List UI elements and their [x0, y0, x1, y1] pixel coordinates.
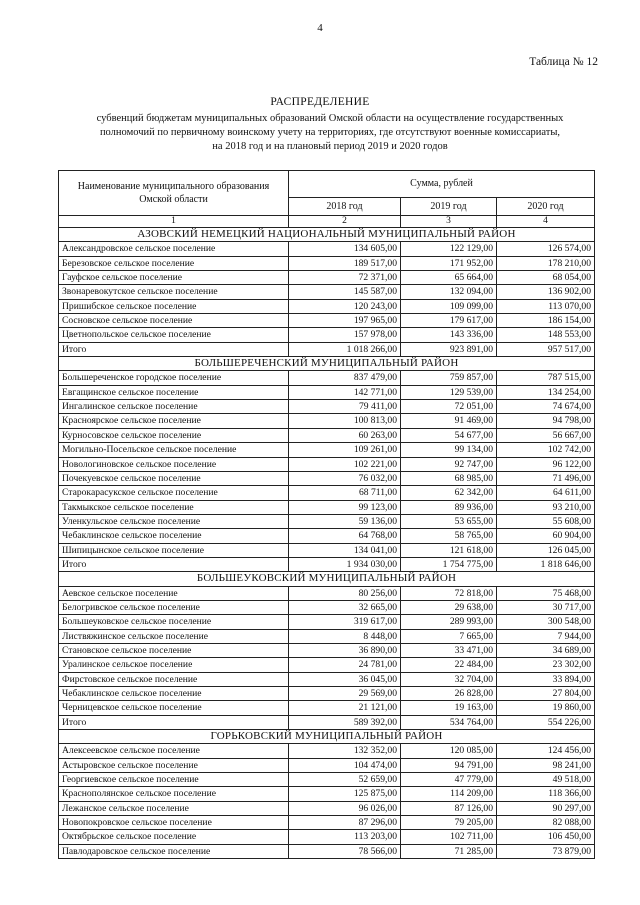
amount-cell: 29 569,00: [289, 687, 401, 701]
settlement-name: Шипицынское сельское поселение: [59, 543, 289, 557]
table-row: [59, 787, 595, 801]
amount-cell: 68 711,00: [289, 486, 401, 500]
amount-cell: 113 070,00: [497, 299, 595, 313]
amount-cell: 148 553,00: [497, 328, 595, 342]
table-row: [59, 543, 595, 557]
settlement-name: Сосновское сельское поселение: [59, 314, 289, 328]
amount-cell: 91 469,00: [401, 414, 497, 428]
settlement-name: Пришибское сельское поселение: [59, 299, 289, 313]
region-name: БОЛЬШЕУКОВСКИЙ МУНИЦИПАЛЬНЫЙ РАЙОН: [59, 572, 595, 586]
table-row: [59, 816, 595, 830]
amount-cell: 100 813,00: [289, 414, 401, 428]
amount-cell: 102 742,00: [497, 443, 595, 457]
page-number: 4: [317, 22, 323, 34]
amount-cell: 33 894,00: [497, 672, 595, 686]
table-row: [59, 242, 595, 256]
settlement-name: Черницевское сельское поселение: [59, 701, 289, 715]
amount-cell: 145 587,00: [289, 285, 401, 299]
settlement-name: Уленкульское сельское поселение: [59, 514, 289, 528]
amount-cell: 29 638,00: [401, 600, 497, 614]
amount-cell: 122 129,00: [401, 242, 497, 256]
table-row: [59, 529, 595, 543]
settlement-name: Становское сельское поселение: [59, 643, 289, 657]
settlement-name: Итого: [59, 557, 289, 571]
amount-cell: 36 045,00: [289, 672, 401, 686]
settlement-name: Красноярское сельское поселение: [59, 414, 289, 428]
amount-cell: 89 936,00: [401, 500, 497, 514]
header-year-2019: 2019 год: [401, 198, 497, 216]
amount-cell: 99 123,00: [289, 500, 401, 514]
amount-cell: 75 468,00: [497, 586, 595, 600]
header-sum: Сумма, рублей: [289, 171, 595, 198]
amount-cell: 118 366,00: [497, 787, 595, 801]
column-number: 2: [289, 216, 401, 228]
amount-cell: 65 664,00: [401, 271, 497, 285]
amount-cell: 1 018 266,00: [289, 342, 401, 356]
table-row: [59, 744, 595, 758]
amount-cell: 64 611,00: [497, 486, 595, 500]
amount-cell: 1 934 030,00: [289, 557, 401, 571]
amount-cell: 30 717,00: [497, 600, 595, 614]
settlement-name: Уралинское сельское поселение: [59, 658, 289, 672]
amount-cell: 157 978,00: [289, 328, 401, 342]
table-row: [59, 672, 595, 686]
amount-cell: 47 779,00: [401, 773, 497, 787]
amount-cell: 19 860,00: [497, 701, 595, 715]
table-row: [59, 314, 595, 328]
amount-cell: 62 342,00: [401, 486, 497, 500]
amount-cell: 72 818,00: [401, 586, 497, 600]
amount-cell: 1 754 775,00: [401, 557, 497, 571]
settlement-name: Курносовское сельское поселение: [59, 428, 289, 442]
amount-cell: 957 517,00: [497, 342, 595, 356]
column-number: 4: [497, 216, 595, 228]
settlement-name: Алексеевское сельское поселение: [59, 744, 289, 758]
table-row: [59, 830, 595, 844]
column-number: 3: [401, 216, 497, 228]
amount-cell: 134 041,00: [289, 543, 401, 557]
settlement-name: Березовское сельское поселение: [59, 256, 289, 270]
region-row: [59, 357, 595, 371]
amount-cell: 102 711,00: [401, 830, 497, 844]
region-row: [59, 730, 595, 744]
settlement-name: Большеуковское сельское поселение: [59, 615, 289, 629]
region-name: БОЛЬШЕРЕЧЕНСКИЙ МУНИЦИПАЛЬНЫЙ РАЙОН: [59, 357, 595, 371]
amount-cell: 837 479,00: [289, 371, 401, 385]
table-row: [59, 486, 595, 500]
amount-cell: 113 203,00: [289, 830, 401, 844]
amount-cell: 82 088,00: [497, 816, 595, 830]
amount-cell: 71 496,00: [497, 471, 595, 485]
settlement-name: Ингалинское сельское поселение: [59, 400, 289, 414]
settlement-name: Краснополянское сельское поселение: [59, 787, 289, 801]
amount-cell: 126 045,00: [497, 543, 595, 557]
settlement-name: Евгащинское сельское поселение: [59, 385, 289, 399]
region-row: [59, 572, 595, 586]
amount-cell: 79 205,00: [401, 816, 497, 830]
subtitle-line: на 2018 год и на плановый период 2019 и 2020 годов: [212, 141, 448, 152]
table-row: [59, 385, 595, 399]
amount-cell: 534 764,00: [401, 715, 497, 729]
amount-cell: 56 667,00: [497, 428, 595, 442]
table-row: [59, 643, 595, 657]
amount-cell: 34 689,00: [497, 643, 595, 657]
settlement-name: Новологиновское сельское поселение: [59, 457, 289, 471]
amount-cell: 134 605,00: [289, 242, 401, 256]
amount-cell: 120 243,00: [289, 299, 401, 313]
settlement-name: Новопокровское сельское поселение: [59, 816, 289, 830]
amount-cell: 589 392,00: [289, 715, 401, 729]
amount-cell: 71 285,00: [401, 844, 497, 858]
subtitle-line: полномочий по первичному воинскому учету на территориях, где отсутствуют военные комиссариаты,: [99, 127, 561, 138]
amount-cell: 143 336,00: [401, 328, 497, 342]
amount-cell: 32 665,00: [289, 600, 401, 614]
amount-cell: 60 904,00: [497, 529, 595, 543]
amount-cell: 26 828,00: [401, 687, 497, 701]
amount-cell: 7 944,00: [497, 629, 595, 643]
amount-cell: 64 768,00: [289, 529, 401, 543]
settlement-name: Такмыкское сельское поселение: [59, 500, 289, 514]
document-title: РАСПРЕДЕЛЕНИЕ: [270, 96, 370, 108]
amount-cell: 124 456,00: [497, 744, 595, 758]
amount-cell: 8 448,00: [289, 629, 401, 643]
amount-cell: 104 474,00: [289, 758, 401, 772]
amount-cell: 136 902,00: [497, 285, 595, 299]
table-row: [59, 256, 595, 270]
region-name: ГОРЬКОВСКИЙ МУНИЦИПАЛЬНЫЙ РАЙОН: [59, 730, 595, 744]
table-row: [59, 471, 595, 485]
settlement-name: Цветнопольское сельское поселение: [59, 328, 289, 342]
amount-cell: 554 226,00: [497, 715, 595, 729]
amount-cell: 132 352,00: [289, 744, 401, 758]
table-row: [59, 299, 595, 313]
settlement-name: Гауфское сельское поселение: [59, 271, 289, 285]
table-row: [59, 687, 595, 701]
amount-cell: 125 875,00: [289, 787, 401, 801]
amount-cell: 787 515,00: [497, 371, 595, 385]
document-subtitle: [60, 112, 600, 154]
amount-cell: 142 771,00: [289, 385, 401, 399]
amount-cell: 178 210,00: [497, 256, 595, 270]
amount-cell: 98 241,00: [497, 758, 595, 772]
amount-cell: 90 297,00: [497, 801, 595, 815]
amount-cell: 33 471,00: [401, 643, 497, 657]
table-row: [59, 342, 595, 356]
amount-cell: 7 665,00: [401, 629, 497, 643]
amount-cell: 76 032,00: [289, 471, 401, 485]
amount-cell: 55 608,00: [497, 514, 595, 528]
table-row: [59, 557, 595, 571]
settlement-name: Звонаревокутское сельское поселение: [59, 285, 289, 299]
amount-cell: 132 094,00: [401, 285, 497, 299]
settlement-name: Чебаклинское сельское поселение: [59, 529, 289, 543]
amount-cell: 79 411,00: [289, 400, 401, 414]
settlement-name: Итого: [59, 715, 289, 729]
amount-cell: 109 261,00: [289, 443, 401, 457]
amount-cell: 114 209,00: [401, 787, 497, 801]
amount-cell: 52 659,00: [289, 773, 401, 787]
settlement-name: Астыровское сельское поселение: [59, 758, 289, 772]
table-row: [59, 715, 595, 729]
table-row: [59, 615, 595, 629]
amount-cell: 759 857,00: [401, 371, 497, 385]
amount-cell: 19 163,00: [401, 701, 497, 715]
table-row: [59, 514, 595, 528]
amount-cell: 99 134,00: [401, 443, 497, 457]
table-row: [59, 457, 595, 471]
amount-cell: 96 122,00: [497, 457, 595, 471]
amount-cell: 94 798,00: [497, 414, 595, 428]
amount-cell: 49 518,00: [497, 773, 595, 787]
amount-cell: 923 891,00: [401, 342, 497, 356]
amount-cell: 186 154,00: [497, 314, 595, 328]
table-row: [59, 328, 595, 342]
settlement-name: Фирстовское сельское поселение: [59, 672, 289, 686]
amount-cell: 59 136,00: [289, 514, 401, 528]
settlement-name: Александровское сельское поселение: [59, 242, 289, 256]
amount-cell: 72 051,00: [401, 400, 497, 414]
table-row: [59, 443, 595, 457]
settlement-name: Павлодаровское сельское поселение: [59, 844, 289, 858]
table-row: [59, 428, 595, 442]
amount-cell: 74 674,00: [497, 400, 595, 414]
distribution-table: [58, 170, 595, 859]
amount-cell: 80 256,00: [289, 586, 401, 600]
settlement-name: Почекуевское сельское поселение: [59, 471, 289, 485]
table-row: [59, 586, 595, 600]
settlement-name: Большереченское городское поселение: [59, 371, 289, 385]
table-row: [59, 600, 595, 614]
amount-cell: 94 791,00: [401, 758, 497, 772]
region-row: [59, 228, 595, 242]
amount-cell: 96 026,00: [289, 801, 401, 815]
amount-cell: 73 879,00: [497, 844, 595, 858]
column-number: 1: [59, 216, 289, 228]
amount-cell: 126 574,00: [497, 242, 595, 256]
amount-cell: 197 965,00: [289, 314, 401, 328]
amount-cell: 21 121,00: [289, 701, 401, 715]
settlement-name: Аевское сельское поселение: [59, 586, 289, 600]
amount-cell: 23 302,00: [497, 658, 595, 672]
amount-cell: 171 952,00: [401, 256, 497, 270]
amount-cell: 120 085,00: [401, 744, 497, 758]
amount-cell: 54 677,00: [401, 428, 497, 442]
amount-cell: 72 371,00: [289, 271, 401, 285]
amount-cell: 68 985,00: [401, 471, 497, 485]
amount-cell: 53 655,00: [401, 514, 497, 528]
settlement-name: Лежанское сельское поселение: [59, 801, 289, 815]
subtitle-line: субвенций бюджетам муниципальных образований Омской области на осуществление государственных: [96, 113, 564, 124]
settlement-name: Георгиевское сельское поселение: [59, 773, 289, 787]
table-row: [59, 371, 595, 385]
table-body: [59, 228, 595, 859]
amount-cell: 121 618,00: [401, 543, 497, 557]
amount-cell: 58 765,00: [401, 529, 497, 543]
settlement-name: Белогривское сельское поселение: [59, 600, 289, 614]
amount-cell: 92 747,00: [401, 457, 497, 471]
amount-cell: 78 566,00: [289, 844, 401, 858]
amount-cell: 24 781,00: [289, 658, 401, 672]
settlement-name: Старокарасукское сельское поселение: [59, 486, 289, 500]
table-row: [59, 414, 595, 428]
table-row: [59, 658, 595, 672]
table-row: [59, 801, 595, 815]
settlement-name: Листвяжинское сельское поселение: [59, 629, 289, 643]
settlement-name: Октябрьское сельское поселение: [59, 830, 289, 844]
amount-cell: 289 993,00: [401, 615, 497, 629]
amount-cell: 109 099,00: [401, 299, 497, 313]
table-row: [59, 844, 595, 858]
header-name: Наименование муниципального образования Омской области: [59, 171, 289, 216]
amount-cell: 319 617,00: [289, 615, 401, 629]
amount-cell: 93 210,00: [497, 500, 595, 514]
amount-cell: 60 263,00: [289, 428, 401, 442]
amount-cell: 129 539,00: [401, 385, 497, 399]
table-row: [59, 629, 595, 643]
table-row: [59, 773, 595, 787]
amount-cell: 1 818 646,00: [497, 557, 595, 571]
table-header: [59, 171, 595, 228]
amount-cell: 22 484,00: [401, 658, 497, 672]
header-year-2018: 2018 год: [289, 198, 401, 216]
amount-cell: 27 804,00: [497, 687, 595, 701]
amount-cell: 106 450,00: [497, 830, 595, 844]
table-row: [59, 400, 595, 414]
table-row: [59, 271, 595, 285]
amount-cell: 189 517,00: [289, 256, 401, 270]
table-label: Таблица № 12: [529, 56, 598, 68]
table-row: [59, 500, 595, 514]
header-year-2020: 2020 год: [497, 198, 595, 216]
settlement-name: Итого: [59, 342, 289, 356]
amount-cell: 300 548,00: [497, 615, 595, 629]
amount-cell: 102 221,00: [289, 457, 401, 471]
settlement-name: Могильно-Посельское сельское поселение: [59, 443, 289, 457]
amount-cell: 87 296,00: [289, 816, 401, 830]
amount-cell: 32 704,00: [401, 672, 497, 686]
amount-cell: 68 054,00: [497, 271, 595, 285]
settlement-name: Чебаклинское сельское поселение: [59, 687, 289, 701]
region-name: АЗОВСКИЙ НЕМЕЦКИЙ НАЦИОНАЛЬНЫЙ МУНИЦИПАЛЬНЫЙ РАЙОН: [59, 228, 595, 242]
amount-cell: 87 126,00: [401, 801, 497, 815]
amount-cell: 134 254,00: [497, 385, 595, 399]
table-row: [59, 758, 595, 772]
amount-cell: 36 890,00: [289, 643, 401, 657]
amount-cell: 179 617,00: [401, 314, 497, 328]
table-row: [59, 701, 595, 715]
table-row: [59, 285, 595, 299]
